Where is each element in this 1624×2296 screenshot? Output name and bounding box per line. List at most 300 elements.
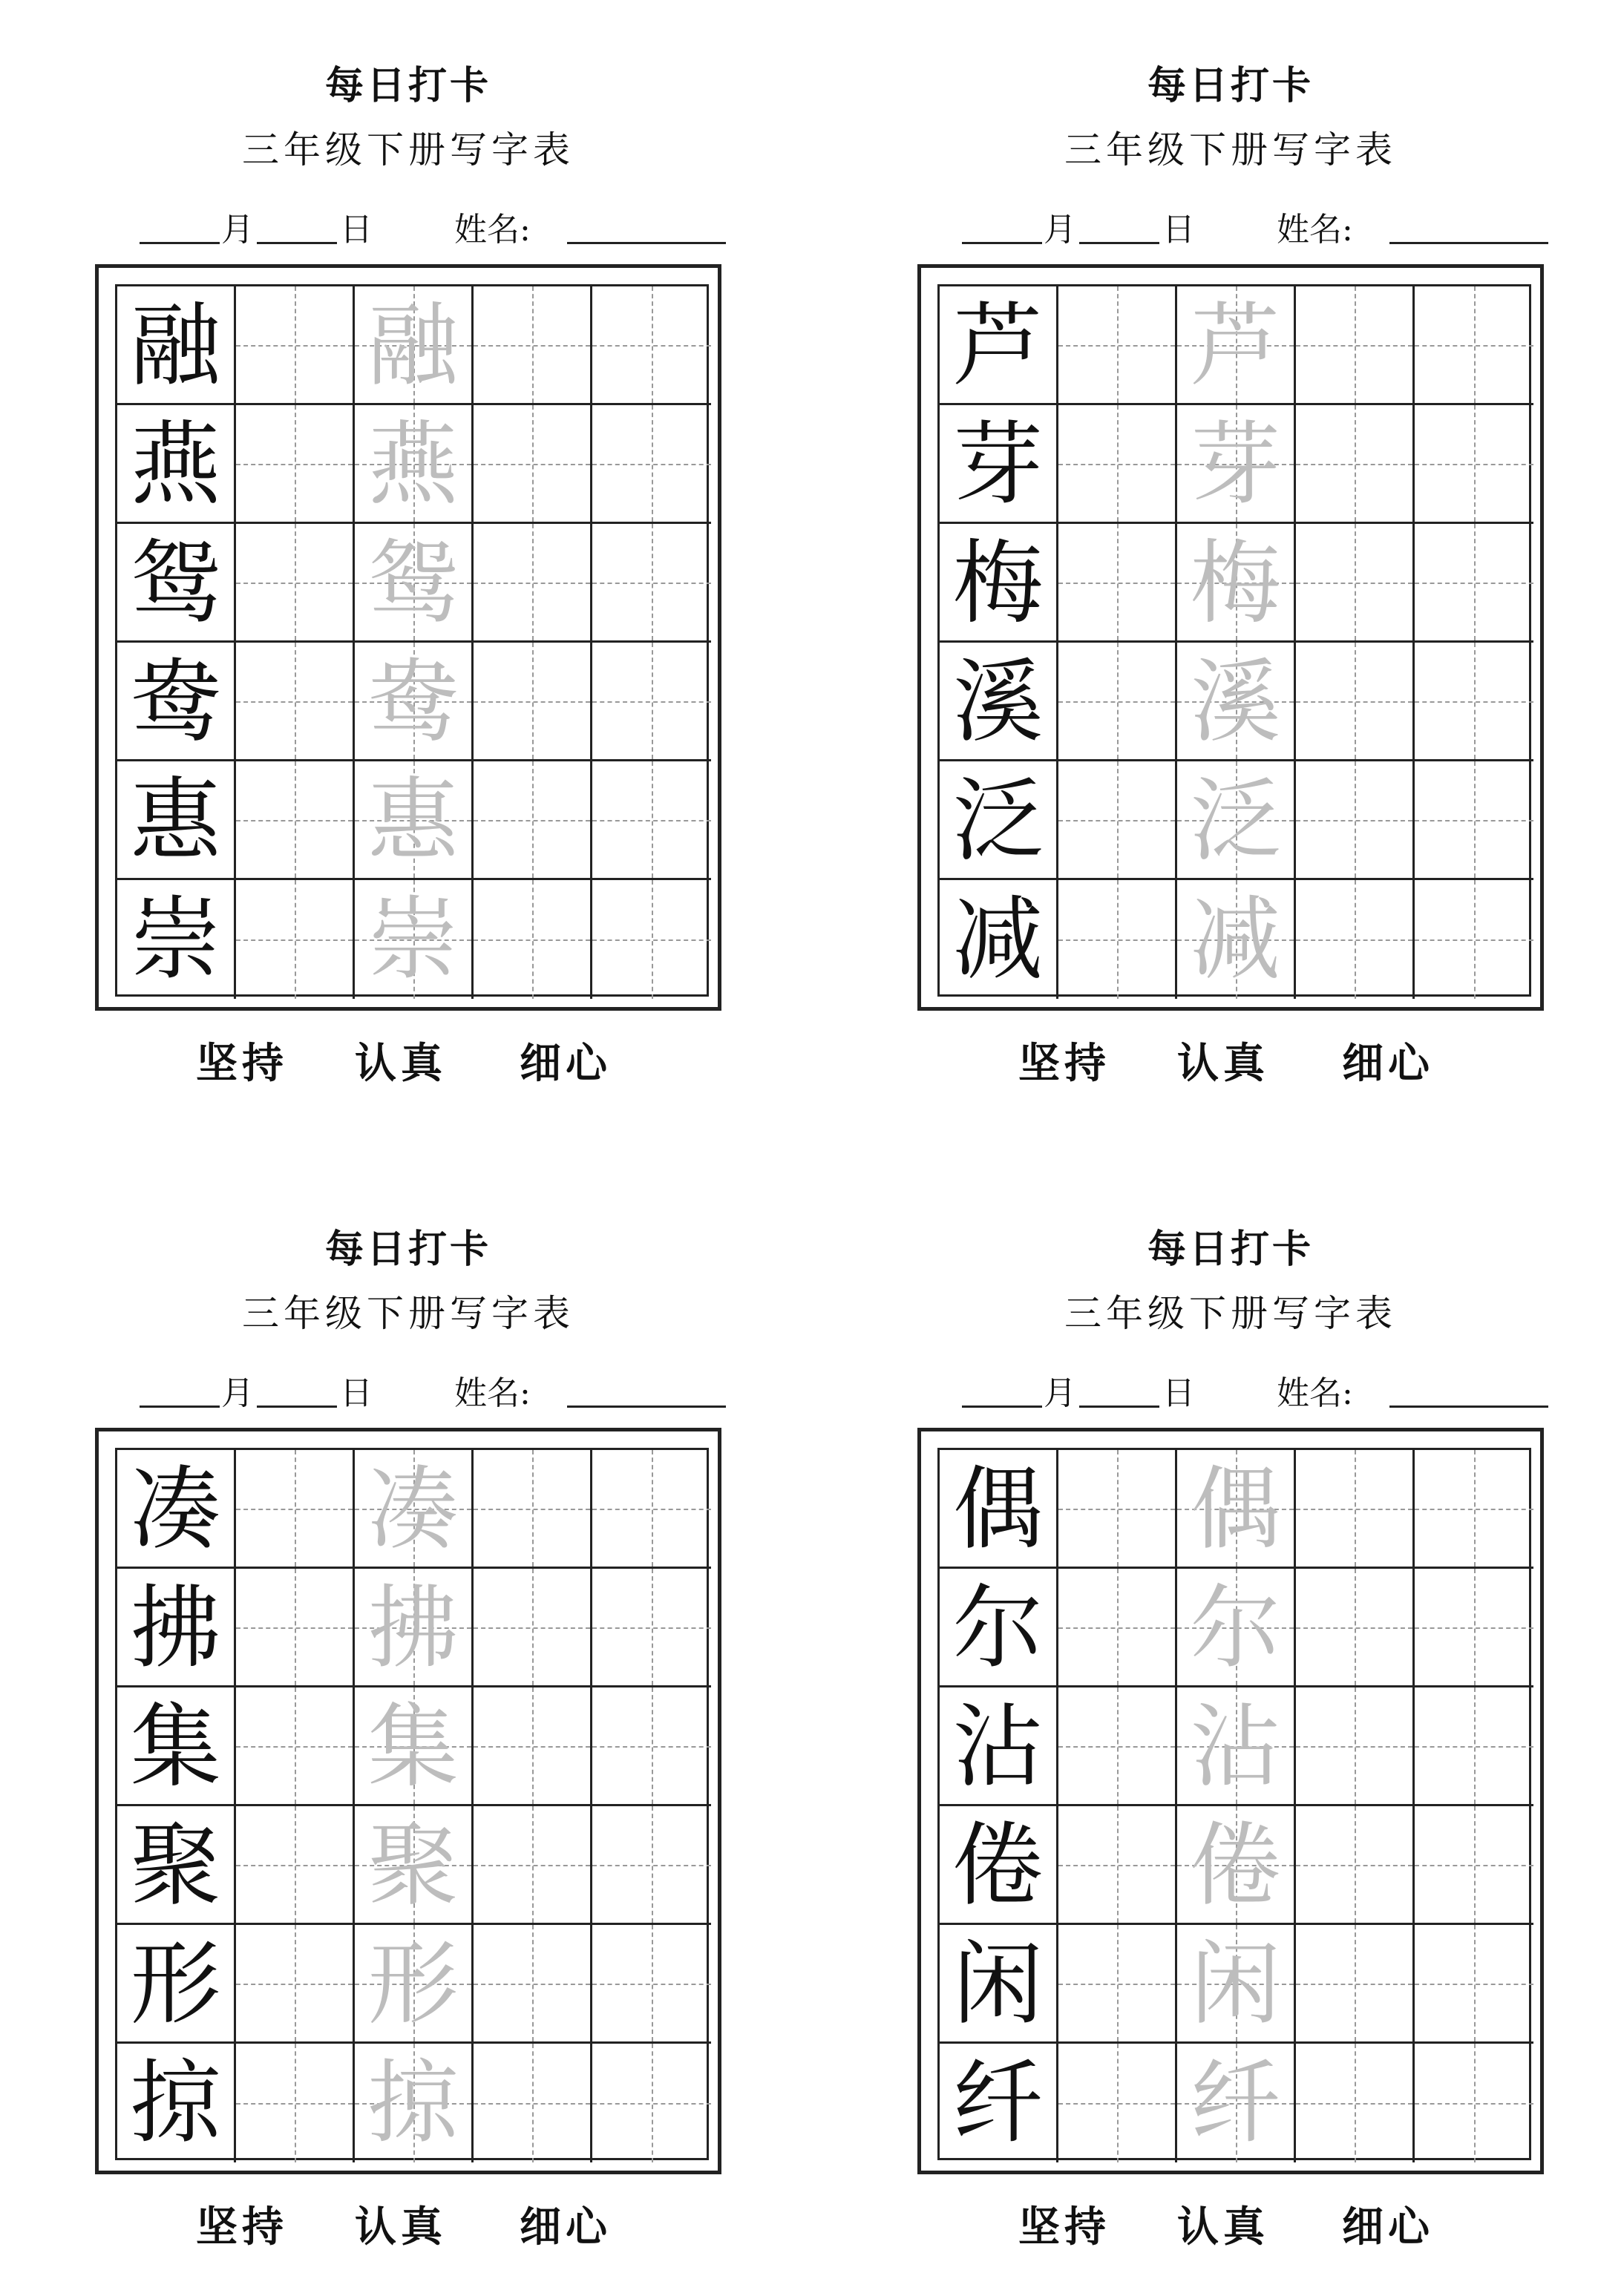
trace-character: 惠 <box>367 768 459 873</box>
guide-line-vertical <box>295 2044 296 2162</box>
practice-cell[interactable] <box>1058 286 1177 405</box>
model-cell <box>940 524 1058 643</box>
guide-line-vertical <box>1355 1687 1356 1804</box>
model-cell <box>117 1925 236 2044</box>
model-character: 形 <box>130 1932 221 2037</box>
trace-cell <box>1177 1450 1296 1569</box>
guide-line-vertical <box>1474 1569 1476 1685</box>
practice-cell[interactable] <box>474 1925 592 2044</box>
trace-character: 减 <box>1190 887 1281 992</box>
guide-line-vertical <box>1474 2044 1476 2162</box>
trace-cell <box>355 880 474 999</box>
practice-cell[interactable] <box>236 1687 355 1806</box>
practice-cell[interactable] <box>1296 1450 1415 1569</box>
day-label: 日 <box>1162 1374 1195 1412</box>
card-title: 每日打卡 <box>1147 63 1314 108</box>
model-character: 尔 <box>952 1575 1044 1681</box>
guide-line-vertical <box>1355 1450 1356 1567</box>
guide-line-vertical <box>1355 761 1356 878</box>
writing-grid <box>115 1448 709 2160</box>
trace-cell <box>1177 1569 1296 1687</box>
guide-line-vertical <box>1355 405 1356 522</box>
guide-line-vertical <box>652 643 653 759</box>
practice-cell[interactable] <box>1415 1806 1533 1925</box>
trace-cell <box>355 1450 474 1569</box>
month-label: 月 <box>221 211 254 249</box>
practice-cell[interactable] <box>592 761 711 880</box>
guide-line-vertical <box>532 1569 534 1685</box>
practice-cell[interactable] <box>1058 2044 1177 2162</box>
guide-line-vertical <box>295 1569 296 1685</box>
model-character: 鸯 <box>130 649 221 755</box>
practice-cell[interactable] <box>1415 405 1533 524</box>
motto-line <box>822 1037 1624 1089</box>
guide-line-vertical <box>652 1925 653 2041</box>
trace-character: 芽 <box>1190 412 1281 517</box>
trace-character: 拂 <box>367 1575 459 1681</box>
name-blank[interactable] <box>567 208 726 244</box>
trace-character: 泛 <box>1190 768 1281 873</box>
practice-cell[interactable] <box>1058 524 1177 643</box>
motto-3: 细心 <box>1342 1039 1434 1088</box>
guide-line-vertical <box>1355 1806 1356 1923</box>
day-blank[interactable] <box>1079 1371 1159 1408</box>
model-cell <box>940 1687 1058 1806</box>
practice-cell[interactable] <box>1296 286 1415 405</box>
practice-cell[interactable] <box>1296 761 1415 880</box>
practice-cell[interactable] <box>474 405 592 524</box>
model-cell <box>940 880 1058 999</box>
practice-cell[interactable] <box>236 2044 355 2162</box>
guide-line-vertical <box>1355 1925 1356 2041</box>
model-cell <box>117 1450 236 1569</box>
trace-cell <box>355 405 474 524</box>
trace-character: 聚 <box>367 1813 459 1918</box>
practice-cell[interactable] <box>592 1450 711 1569</box>
guide-line-vertical <box>1474 1687 1476 1804</box>
trace-character: 掠 <box>367 2050 459 2156</box>
name-blank[interactable] <box>1389 208 1548 244</box>
motto-2: 认真 <box>355 1039 447 1088</box>
guide-line-vertical <box>1117 524 1119 640</box>
model-character: 芦 <box>952 293 1044 398</box>
model-cell <box>940 761 1058 880</box>
practice-cell[interactable] <box>236 880 355 999</box>
motto-line <box>822 2201 1624 2253</box>
guide-line-vertical <box>1474 643 1476 759</box>
guide-line-vertical <box>652 1687 653 1804</box>
motto-3: 细心 <box>520 1039 612 1088</box>
practice-cell[interactable] <box>592 1687 711 1806</box>
model-character: 偶 <box>952 1457 1044 1562</box>
month-blank[interactable] <box>140 208 220 244</box>
practice-cell[interactable] <box>1058 1450 1177 1569</box>
guide-line-vertical <box>1117 643 1119 759</box>
trace-cell <box>355 1806 474 1925</box>
writing-grid-frame <box>95 1428 721 2174</box>
guide-line-vertical <box>1355 643 1356 759</box>
day-label: 日 <box>340 1374 373 1412</box>
trace-cell <box>355 2044 474 2162</box>
month-label: 月 <box>1044 1374 1076 1412</box>
guide-line-vertical <box>532 524 534 640</box>
card-title: 每日打卡 <box>1147 1227 1314 1272</box>
guide-line-vertical <box>295 643 296 759</box>
practice-cell[interactable] <box>1415 524 1533 643</box>
date-name-line <box>0 208 816 252</box>
guide-line-vertical <box>1117 761 1119 878</box>
practice-cell[interactable] <box>474 761 592 880</box>
guide-line-vertical <box>1355 2044 1356 2162</box>
guide-line-vertical <box>652 2044 653 2162</box>
practice-cell[interactable] <box>1296 405 1415 524</box>
model-cell <box>940 405 1058 524</box>
guide-line-vertical <box>1355 286 1356 403</box>
guide-line-vertical <box>1117 1569 1119 1685</box>
practice-cell[interactable] <box>592 2044 711 2162</box>
practice-cell[interactable] <box>236 1925 355 2044</box>
card-subtitle: 三年级下册写字表 <box>242 1292 574 1335</box>
guide-line-vertical <box>295 880 296 999</box>
day-label: 日 <box>1162 211 1195 249</box>
trace-character: 集 <box>367 1694 459 1800</box>
motto-2: 认真 <box>355 2202 447 2251</box>
guide-line-vertical <box>532 761 534 878</box>
month-blank[interactable] <box>140 1371 220 1408</box>
practice-cell[interactable] <box>1296 1569 1415 1687</box>
practice-cell[interactable] <box>592 286 711 405</box>
guide-line-vertical <box>1117 880 1119 999</box>
motto-1: 坚持 <box>196 2202 288 2251</box>
guide-line-vertical <box>652 286 653 403</box>
writing-grid <box>115 284 709 997</box>
guide-line-vertical <box>652 1450 653 1567</box>
practice-cell[interactable] <box>474 880 592 999</box>
practice-cell[interactable] <box>474 1569 592 1687</box>
worksheet-card-top-right <box>822 0 1624 1113</box>
trace-cell <box>355 1569 474 1687</box>
guide-line-vertical <box>295 1925 296 2041</box>
guide-line-vertical <box>1474 286 1476 403</box>
trace-cell <box>355 524 474 643</box>
practice-cell[interactable] <box>236 286 355 405</box>
worksheet-card-bottom-right <box>822 1164 1624 2277</box>
trace-character: 形 <box>367 1932 459 2037</box>
card-subtitle: 三年级下册写字表 <box>1064 1292 1397 1335</box>
motto-3: 细心 <box>520 2202 612 2251</box>
practice-cell[interactable] <box>1415 1687 1533 1806</box>
trace-character: 燕 <box>367 412 459 517</box>
model-cell <box>940 286 1058 405</box>
trace-cell <box>1177 405 1296 524</box>
trace-cell <box>1177 761 1296 880</box>
guide-line-vertical <box>532 643 534 759</box>
trace-character: 融 <box>367 293 459 398</box>
guide-line-vertical <box>1474 1806 1476 1923</box>
trace-cell <box>355 286 474 405</box>
motto-2: 认真 <box>1177 1039 1269 1088</box>
date-name-line <box>822 208 1624 252</box>
practice-cell[interactable] <box>1415 1450 1533 1569</box>
guide-line-vertical <box>1474 1450 1476 1567</box>
guide-line-vertical <box>1474 524 1476 640</box>
model-character: 崇 <box>130 887 221 992</box>
model-character: 减 <box>952 887 1044 992</box>
model-cell <box>940 2044 1058 2162</box>
guide-line-vertical <box>532 286 534 403</box>
model-character: 纤 <box>952 2050 1044 2156</box>
model-character: 融 <box>130 293 221 398</box>
guide-line-vertical <box>295 1806 296 1923</box>
month-blank[interactable] <box>962 208 1042 244</box>
guide-line-vertical <box>1117 286 1119 403</box>
practice-cell[interactable] <box>1296 1806 1415 1925</box>
month-label: 月 <box>221 1374 254 1412</box>
model-character: 泛 <box>952 768 1044 873</box>
model-character: 燕 <box>130 412 221 517</box>
model-cell <box>940 1569 1058 1687</box>
guide-line-vertical <box>532 880 534 999</box>
trace-character: 梅 <box>1190 531 1281 636</box>
guide-line-vertical <box>1117 1806 1119 1923</box>
guide-line-vertical <box>1355 880 1356 999</box>
practice-cell[interactable] <box>1415 761 1533 880</box>
model-cell <box>117 1806 236 1925</box>
guide-line-vertical <box>295 1687 296 1804</box>
trace-cell <box>1177 1925 1296 2044</box>
trace-cell <box>355 1687 474 1806</box>
practice-cell[interactable] <box>236 1569 355 1687</box>
guide-line-vertical <box>532 405 534 522</box>
month-label: 月 <box>1044 211 1076 249</box>
guide-line-vertical <box>1474 405 1476 522</box>
trace-character: 崇 <box>367 887 459 992</box>
model-character: 惠 <box>130 768 221 873</box>
practice-cell[interactable] <box>236 1806 355 1925</box>
writing-grid <box>937 1448 1531 2160</box>
trace-character: 凑 <box>367 1457 459 1562</box>
practice-cell[interactable] <box>1296 1925 1415 2044</box>
trace-character: 溪 <box>1190 649 1281 755</box>
card-subtitle: 三年级下册写字表 <box>1064 128 1397 171</box>
practice-cell[interactable] <box>1296 1687 1415 1806</box>
practice-cell[interactable] <box>236 405 355 524</box>
trace-cell <box>355 1925 474 2044</box>
trace-character: 鸳 <box>367 531 459 636</box>
model-cell <box>117 286 236 405</box>
writing-grid <box>937 284 1531 997</box>
trace-character: 尔 <box>1190 1575 1281 1681</box>
practice-cell[interactable] <box>1058 1806 1177 1925</box>
model-cell <box>117 1687 236 1806</box>
guide-line-vertical <box>532 2044 534 2162</box>
guide-line-vertical <box>1117 1450 1119 1567</box>
name-label: 姓名: <box>454 211 531 249</box>
writing-grid-frame <box>95 264 721 1011</box>
name-label: 姓名: <box>1277 211 1353 249</box>
motto-2: 认真 <box>1177 2202 1269 2251</box>
practice-cell[interactable] <box>1415 1925 1533 2044</box>
trace-cell <box>1177 643 1296 761</box>
guide-line-vertical <box>532 1450 534 1567</box>
trace-cell <box>1177 2044 1296 2162</box>
trace-cell <box>1177 524 1296 643</box>
trace-character: 倦 <box>1190 1813 1281 1918</box>
card-title: 每日打卡 <box>324 63 491 108</box>
practice-cell[interactable] <box>474 1806 592 1925</box>
date-name-line <box>0 1371 816 1416</box>
motto-1: 坚持 <box>196 1039 288 1088</box>
practice-cell[interactable] <box>1415 2044 1533 2162</box>
practice-cell[interactable] <box>592 524 711 643</box>
model-character: 倦 <box>952 1813 1044 1918</box>
practice-cell[interactable] <box>474 2044 592 2162</box>
model-character: 掠 <box>130 2050 221 2156</box>
practice-cell[interactable] <box>474 286 592 405</box>
practice-cell[interactable] <box>1415 1569 1533 1687</box>
practice-cell[interactable] <box>236 524 355 643</box>
month-blank[interactable] <box>962 1371 1042 1408</box>
practice-cell[interactable] <box>1296 880 1415 999</box>
trace-character: 沾 <box>1190 1694 1281 1800</box>
guide-line-vertical <box>295 1450 296 1567</box>
guide-line-vertical <box>295 761 296 878</box>
practice-cell[interactable] <box>1058 405 1177 524</box>
model-cell <box>117 405 236 524</box>
practice-cell[interactable] <box>236 761 355 880</box>
guide-line-vertical <box>1117 405 1119 522</box>
guide-line-vertical <box>652 1806 653 1923</box>
model-cell <box>117 2044 236 2162</box>
guide-line-vertical <box>1355 1569 1356 1685</box>
practice-cell[interactable] <box>1296 2044 1415 2162</box>
practice-cell[interactable] <box>592 405 711 524</box>
trace-character: 闲 <box>1190 1932 1281 2037</box>
practice-cell[interactable] <box>1415 880 1533 999</box>
model-cell <box>117 761 236 880</box>
practice-cell[interactable] <box>1058 761 1177 880</box>
trace-cell <box>355 643 474 761</box>
guide-line-vertical <box>1117 2044 1119 2162</box>
worksheet-card-top-left <box>0 0 816 1113</box>
day-blank[interactable] <box>257 208 337 244</box>
practice-cell[interactable] <box>1058 643 1177 761</box>
name-blank[interactable] <box>1389 1371 1548 1408</box>
model-character: 凑 <box>130 1457 221 1562</box>
guide-line-vertical <box>652 524 653 640</box>
day-blank[interactable] <box>1079 208 1159 244</box>
practice-cell[interactable] <box>474 643 592 761</box>
model-cell <box>940 1450 1058 1569</box>
practice-cell[interactable] <box>1058 1569 1177 1687</box>
card-subtitle: 三年级下册写字表 <box>242 128 574 171</box>
model-cell <box>117 524 236 643</box>
practice-cell[interactable] <box>592 1806 711 1925</box>
guide-line-vertical <box>1117 1687 1119 1804</box>
practice-cell[interactable] <box>1296 524 1415 643</box>
model-character: 集 <box>130 1694 221 1800</box>
model-character: 梅 <box>952 531 1044 636</box>
guide-line-vertical <box>652 1569 653 1685</box>
motto-1: 坚持 <box>1018 2202 1110 2251</box>
model-character: 沾 <box>952 1694 1044 1800</box>
guide-line-vertical <box>295 524 296 640</box>
guide-line-vertical <box>1117 1925 1119 2041</box>
practice-cell[interactable] <box>1296 643 1415 761</box>
trace-character: 纤 <box>1190 2050 1281 2156</box>
practice-cell[interactable] <box>474 1687 592 1806</box>
model-character: 鸳 <box>130 531 221 636</box>
guide-line-vertical <box>1355 524 1356 640</box>
name-label: 姓名: <box>1277 1374 1353 1412</box>
practice-cell[interactable] <box>1058 1687 1177 1806</box>
guide-line-vertical <box>532 1806 534 1923</box>
model-cell <box>117 1569 236 1687</box>
practice-cell[interactable] <box>474 524 592 643</box>
practice-cell[interactable] <box>592 1925 711 2044</box>
guide-line-vertical <box>295 405 296 522</box>
model-cell <box>117 880 236 999</box>
practice-cell[interactable] <box>236 1450 355 1569</box>
motto-1: 坚持 <box>1018 1039 1110 1088</box>
guide-line-vertical <box>652 405 653 522</box>
practice-cell[interactable] <box>1058 880 1177 999</box>
practice-cell[interactable] <box>592 643 711 761</box>
card-title: 每日打卡 <box>324 1227 491 1272</box>
model-character: 拂 <box>130 1575 221 1681</box>
practice-cell[interactable] <box>592 880 711 999</box>
model-cell <box>940 643 1058 761</box>
model-cell <box>117 643 236 761</box>
practice-cell[interactable] <box>592 1569 711 1687</box>
trace-cell <box>1177 1806 1296 1925</box>
model-character: 聚 <box>130 1813 221 1918</box>
date-name-line <box>822 1371 1624 1416</box>
trace-character: 偶 <box>1190 1457 1281 1562</box>
motto-line <box>0 1037 816 1089</box>
model-character: 芽 <box>952 412 1044 517</box>
guide-line-vertical <box>652 880 653 999</box>
guide-line-vertical <box>652 761 653 878</box>
trace-character: 芦 <box>1190 293 1281 398</box>
writing-grid-frame <box>917 1428 1544 2174</box>
model-character: 溪 <box>952 649 1044 755</box>
day-blank[interactable] <box>257 1371 337 1408</box>
guide-line-vertical <box>532 1925 534 2041</box>
practice-cell[interactable] <box>1058 1925 1177 2044</box>
practice-cell[interactable] <box>1415 286 1533 405</box>
trace-cell <box>1177 1687 1296 1806</box>
practice-cell[interactable] <box>1415 643 1533 761</box>
day-label: 日 <box>340 211 373 249</box>
guide-line-vertical <box>1474 1925 1476 2041</box>
practice-cell[interactable] <box>236 643 355 761</box>
model-character: 闲 <box>952 1932 1044 2037</box>
trace-cell <box>355 761 474 880</box>
name-label: 姓名: <box>454 1374 531 1412</box>
worksheet-card-bottom-left <box>0 1164 816 2277</box>
model-cell <box>940 1925 1058 2044</box>
practice-cell[interactable] <box>474 1450 592 1569</box>
trace-character: 鸯 <box>367 649 459 755</box>
guide-line-vertical <box>1474 761 1476 878</box>
writing-grid-frame <box>917 264 1544 1011</box>
motto-line <box>0 2201 816 2253</box>
guide-line-vertical <box>1474 880 1476 999</box>
trace-cell <box>1177 880 1296 999</box>
name-blank[interactable] <box>567 1371 726 1408</box>
model-cell <box>940 1806 1058 1925</box>
